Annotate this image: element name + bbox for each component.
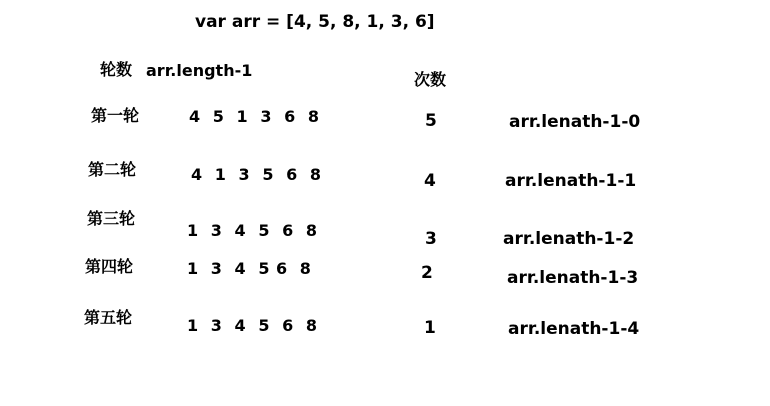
round-formula: arr.lenath-1-4 [508, 319, 640, 339]
round-label: 第五轮 [84, 308, 133, 327]
round-formula: arr.lenath-1-1 [505, 171, 637, 191]
round-label: 第一轮 [91, 106, 140, 125]
round-sequence: 1 3 4 5 6 8 [187, 316, 318, 335]
round-label: 第二轮 [88, 160, 137, 179]
round-label: 第三轮 [87, 209, 136, 228]
round-formula: arr.lenath-1-3 [507, 268, 639, 288]
round-sequence: 1 3 4 5 6 8 [187, 221, 318, 240]
round-count: 1 [424, 318, 436, 338]
round-count: 5 [425, 111, 437, 131]
count-header-label: 次数 [414, 70, 447, 89]
round-sequence: 1 3 4 5 6 8 [187, 259, 312, 278]
round-count: 2 [421, 263, 433, 283]
round-formula: arr.lenath-1-0 [509, 112, 641, 132]
array-title: var arr = [4, 5, 8, 1, 3, 6] [195, 12, 435, 32]
round-sequence: 4 1 3 5 6 8 [191, 165, 322, 184]
rounds-header-formula: arr.length-1 [146, 61, 253, 80]
round-label: 第四轮 [85, 257, 134, 276]
rounds-header-label: 轮数 [100, 60, 133, 79]
round-formula: arr.lenath-1-2 [503, 229, 635, 249]
round-sequence: 4 5 1 3 6 8 [189, 107, 320, 126]
round-count: 3 [425, 229, 437, 249]
round-count: 4 [424, 171, 436, 191]
